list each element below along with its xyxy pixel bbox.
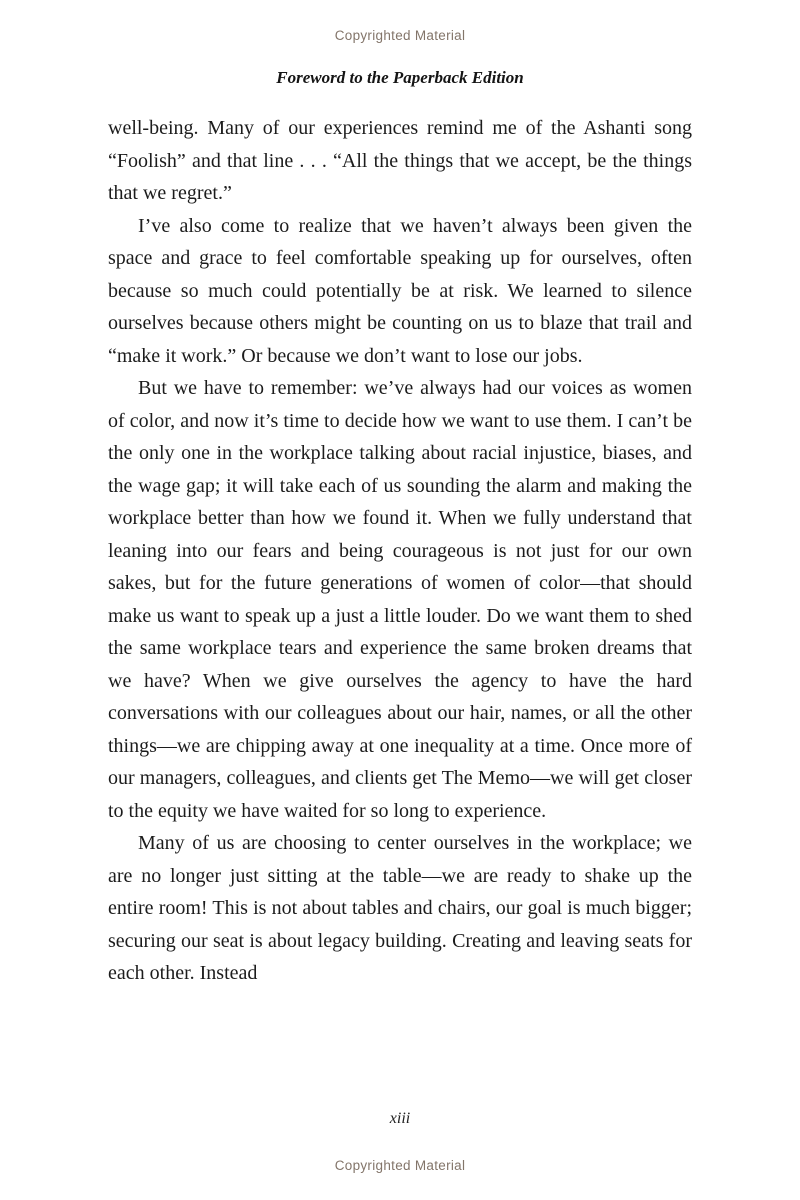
page-number: xiii xyxy=(389,1110,411,1127)
paragraph: But we have to remember: we’ve always had our voices as women of color, and now it’s time to decide how we want to use them. I can’t be the only one in the workplace talking about racial injustice, biases, and the wage gap; it will take each of us sounding the alarm and making the workplace better than how we found it. When we fully understand that leaning into our fears and being courageous is not just for our own sakes, but for the future generations of women of color—that should make us want to speak up a just a little louder. Do we want them to shed the same workplace tears and experience the same broken dreams that we have? When we give ourselves the agency to have the hard conversations with our colleagues about our hair, names, or all the other things—we are chipping away at one inequality at a time. Once more of our managers, colleagues, and clients get The Memo—we will get closer to the equity we have waited for so long to experience. xyxy=(108,377,692,822)
body-text xyxy=(108,112,692,990)
paragraph: Many of us are choosing to center ourselves in the workplace; we are no longer just sitting at the table—we are ready to shake up the entire room! This is not about tables and chairs, our goal is much bigger; securing our seat is about legacy building. Creating and leaving seats for each other. Instead xyxy=(108,832,692,984)
copyright-notice-bottom: Copyrighted Material xyxy=(334,1158,466,1173)
paragraph: I’ve also come to realize that we haven’t always been given the space and grace to feel comfortable speaking up for ourselves, often because so much could potentially be at risk. We learned to silence ourselves because others might be counting on us to blaze that trail and “make it work.” Or because we don’t want to lose our jobs. xyxy=(108,214,692,367)
running-head: Foreword to the Paperback Edition xyxy=(276,68,524,87)
paragraph-continuation: well-being. Many of our experiences remind me of the Ashanti song “Foolish” and that line . . . “All the things that we accept, be the things that we regret.” xyxy=(108,117,692,204)
copyright-notice-top: Copyrighted Material xyxy=(334,28,466,43)
